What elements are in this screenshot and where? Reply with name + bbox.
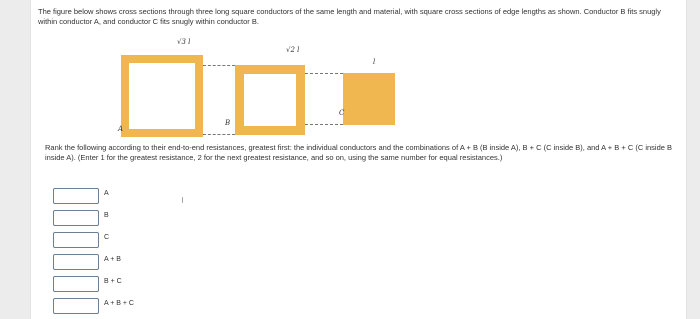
conductor-b-label: B — [225, 119, 231, 127]
conductor-figure — [111, 38, 431, 138]
rank-input-b-plus-c[interactable] — [53, 276, 99, 292]
rank-instructions: Rank the following according to their end-to-end resistances, greatest first: the individual conductors and the combinations of A + B (B inside A), B + C (C inside B), and A + B + C (C inside B inside A). (Enter 1 for the greatest resistance, 2 for the next greatest resistance, and so on, using the same number for equal resistances.) — [45, 143, 673, 162]
label-b-edge: √2 l — [286, 46, 300, 54]
intro-text: The figure below shows cross sections through three long square conductors of the same length and material, with square cross sections of edge lengths as shown. Conductor B fits snugly within conductor A, and conductor C fits snugly within conductor B. — [38, 7, 661, 26]
rank-label-b-plus-c: B + C — [104, 278, 122, 285]
question-card — [30, 0, 687, 319]
rank-input-a-plus-b[interactable] — [53, 254, 99, 270]
dash-bc-top — [305, 73, 343, 74]
rank-input-a[interactable] — [53, 188, 99, 204]
conductor-a-hole — [129, 63, 195, 129]
conductor-a-label: A — [118, 125, 124, 133]
conductor-c-label: C — [339, 109, 345, 117]
rank-label-c: C — [104, 234, 110, 241]
rank-input-c[interactable] — [53, 232, 99, 248]
rank-label-a-plus-b-plus-c: A + B + C — [104, 300, 134, 307]
text-cursor — [182, 197, 183, 203]
rank-label-a-plus-b: A + B — [104, 256, 121, 263]
rank-label-b: B — [104, 212, 109, 219]
dash-ab-bottom — [203, 134, 235, 135]
dash-bc-bottom — [305, 124, 343, 125]
conductor-c — [343, 73, 395, 125]
conductor-b-hole — [244, 74, 296, 126]
rank-input-a-plus-b-plus-c[interactable] — [53, 298, 99, 314]
dash-ab-top — [203, 65, 235, 66]
rank-label-a: A — [104, 190, 109, 197]
label-c-edge: l — [373, 58, 376, 66]
rank-input-b[interactable] — [53, 210, 99, 226]
label-a-edge: √3 l — [177, 38, 191, 46]
